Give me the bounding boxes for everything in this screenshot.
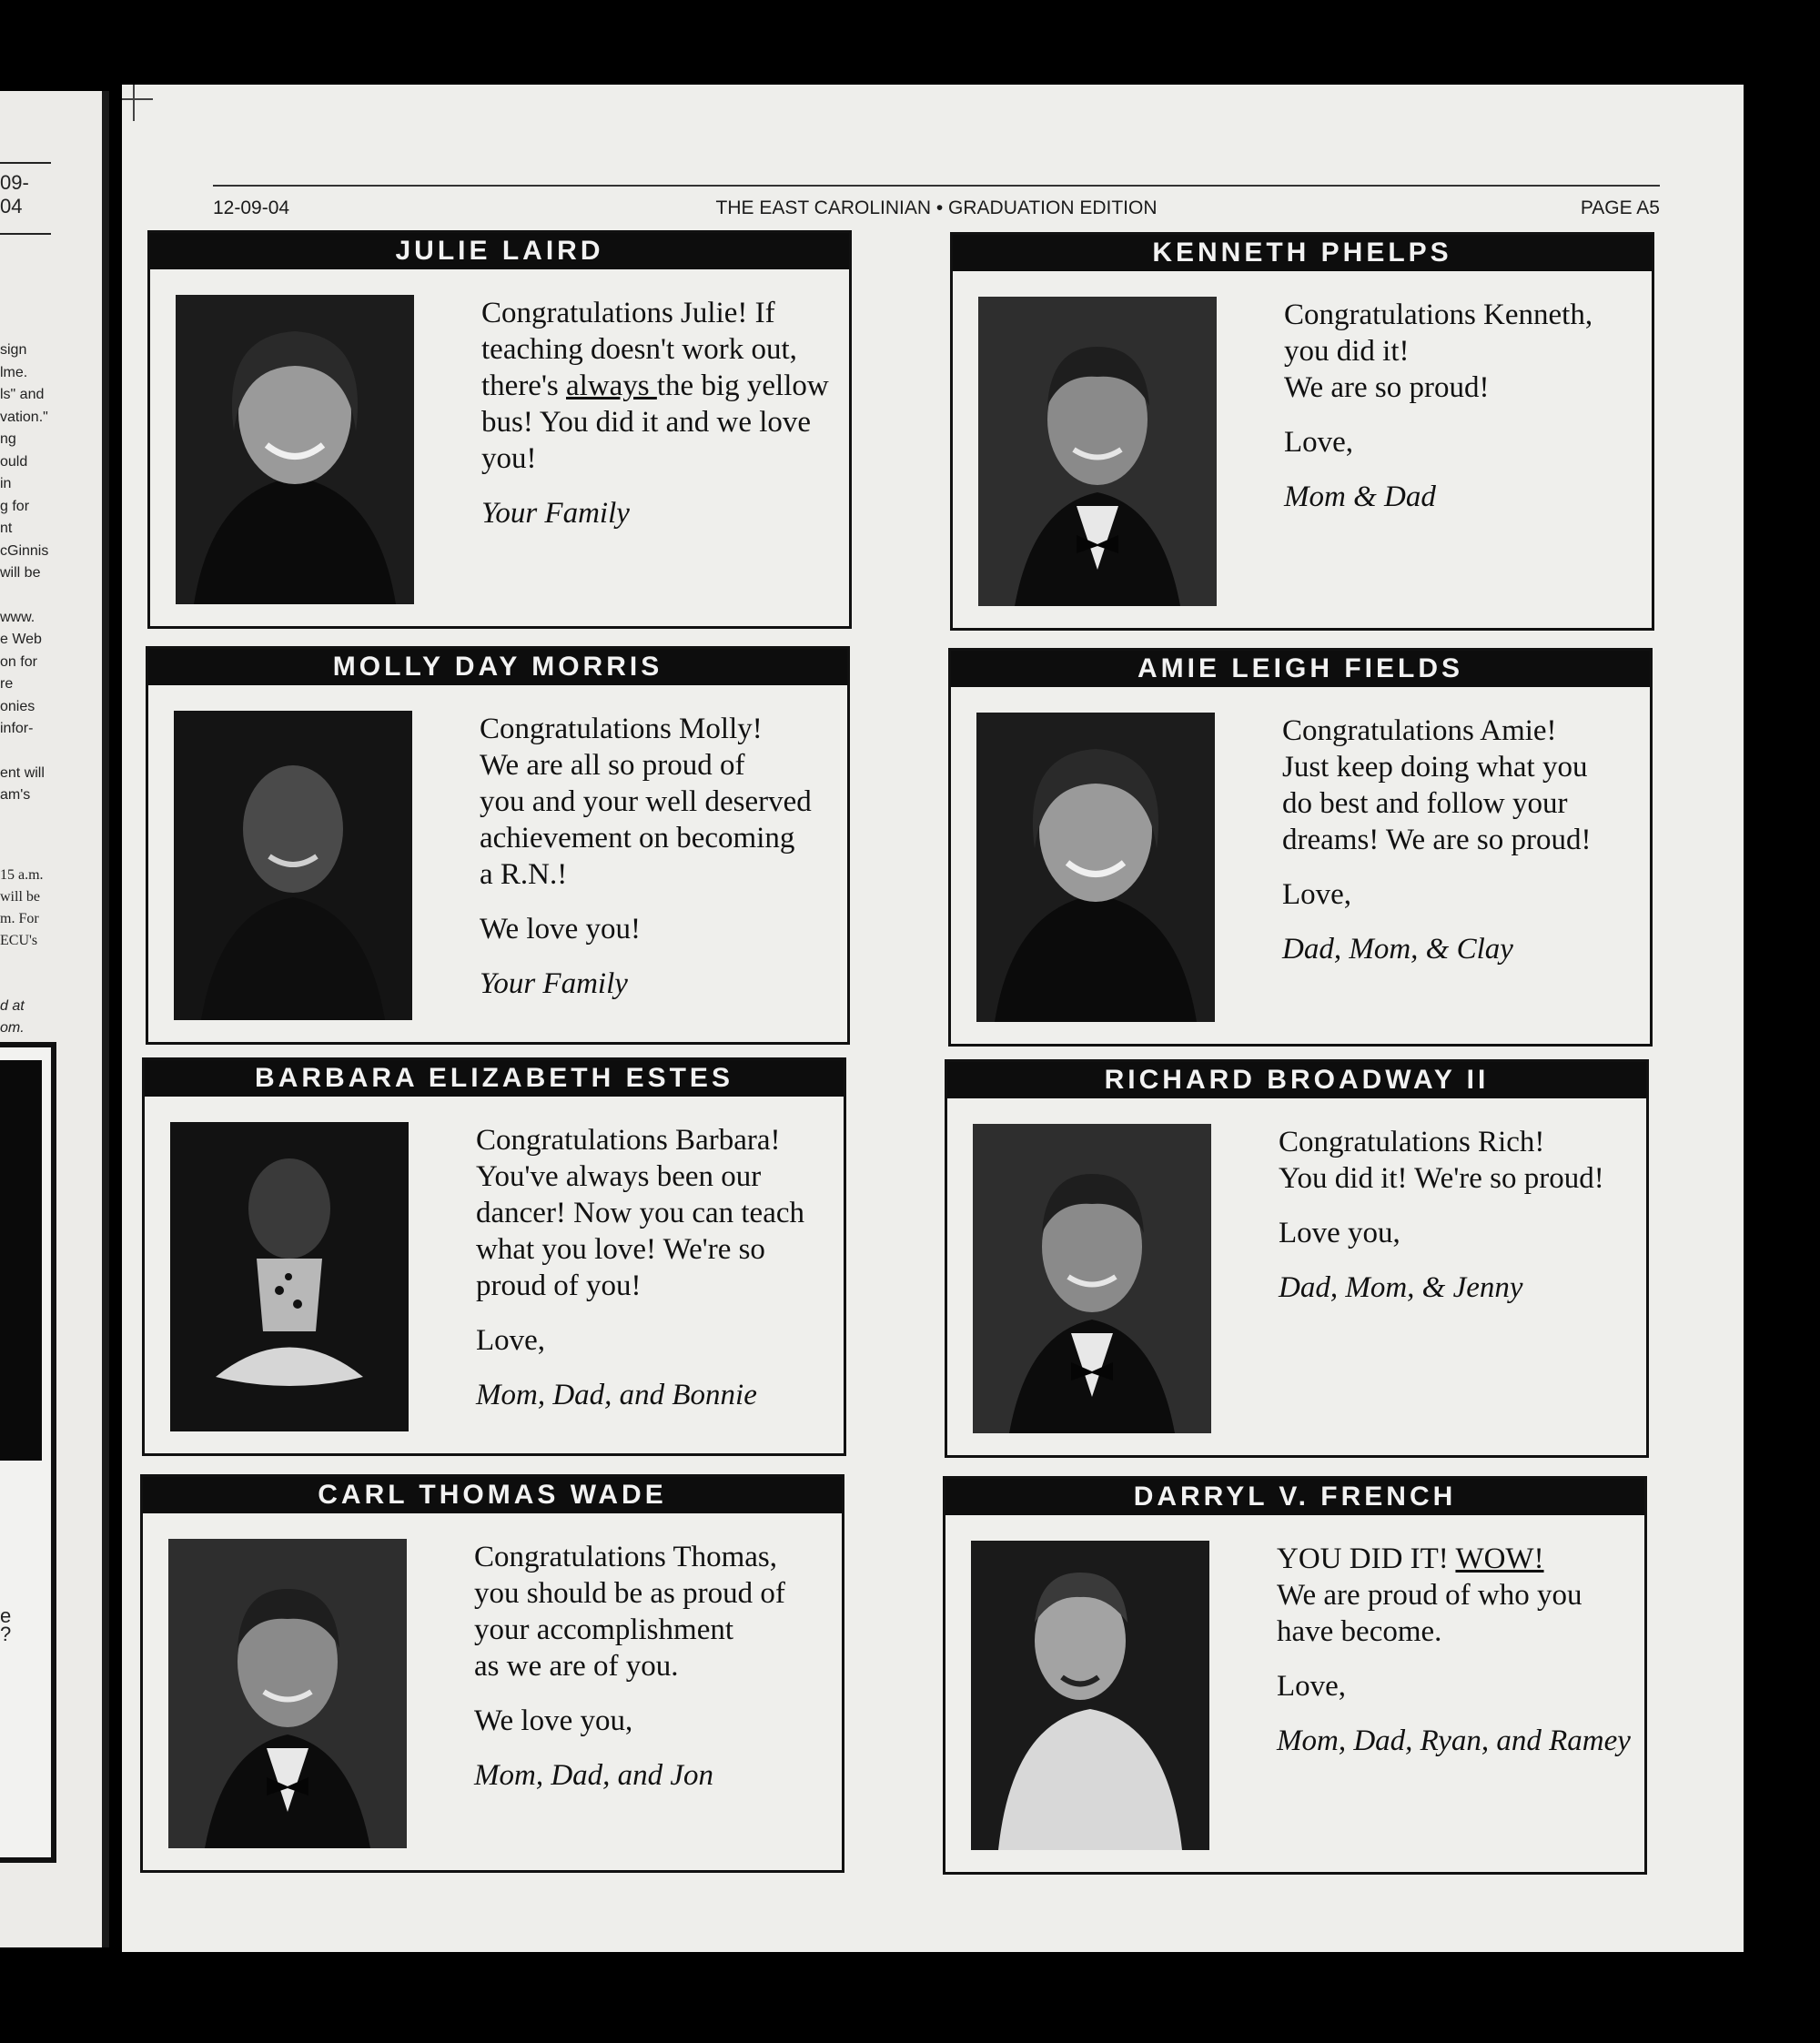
column-fragment-line: ould: [0, 453, 28, 470]
previous-page-column-text: [0, 339, 91, 807]
graduate-name: JULIE LAIRD: [150, 233, 849, 269]
message-line: Congratulations Barbara!: [476, 1124, 781, 1157]
previous-page-ad-box: [0, 1042, 56, 1863]
column-fragment-line: d at: [0, 998, 25, 1014]
column-fragment-line: m. For: [0, 911, 39, 926]
congratulations-message: [1277, 1541, 1641, 1759]
message-line: We are proud of who you: [1277, 1579, 1582, 1612]
congratulations-message: [481, 295, 845, 531]
message-line: you!: [481, 442, 537, 475]
graduate-photo: [971, 1541, 1209, 1850]
column-fragment-line: onies: [0, 698, 35, 714]
graduate-name: KENNETH PHELPS: [953, 235, 1652, 271]
congratulations-ad: [945, 1059, 1649, 1458]
congratulations-ad: [142, 1057, 846, 1456]
column-fragment-line: infor-: [0, 721, 34, 736]
column-fragment-line: re: [0, 676, 14, 692]
column-fragment-line: ls" and: [0, 387, 45, 402]
message-line: Congratulations Kenneth,: [1284, 298, 1593, 331]
message-line: proud of you!: [476, 1269, 642, 1302]
graduate-name: AMIE LEIGH FIELDS: [951, 651, 1650, 687]
message-line: teaching doesn't work out,: [481, 333, 797, 366]
message-line: YOU DID IT! WOW!: [1277, 1542, 1544, 1575]
column-fragment-line: ECU's: [0, 933, 38, 948]
header-page-number: PAGE A5: [1580, 197, 1660, 218]
previous-page-ad-image: [0, 1060, 42, 1461]
congratulations-message: [480, 711, 844, 1002]
message-line: your accomplishment: [474, 1613, 734, 1646]
graduate-name: MOLLY DAY MORRIS: [148, 649, 847, 685]
column-fragment-line: on for: [0, 653, 37, 670]
message-line: Congratulations Julie! If: [481, 297, 775, 329]
column-fragment-line: ent will: [0, 764, 45, 781]
column-fragment-line: am's: [0, 787, 31, 803]
congratulations-message: [1284, 297, 1648, 515]
previous-page-event-text: [0, 865, 91, 952]
congratulations-ad: [950, 232, 1654, 631]
column-fragment-line: g for: [0, 498, 30, 514]
ad-text-fragment: e: [0, 1604, 12, 1627]
column-fragment-line: om.: [0, 1020, 25, 1036]
graduate-photo: [978, 297, 1217, 606]
column-fragment-line: nt: [0, 521, 13, 536]
message-closing: Love,: [476, 1324, 546, 1357]
message-closing: Love,: [1277, 1670, 1347, 1703]
graduate-photo: [176, 295, 414, 604]
message-closing: Love you,: [1279, 1217, 1400, 1249]
message-line: You've always been our: [476, 1160, 762, 1193]
message-line: dreams! We are so proud!: [1282, 824, 1592, 856]
header-publication: THE EAST CAROLINIAN • GRADUATION EDITION: [715, 197, 1158, 218]
column-fragment-line: cGinnis: [0, 542, 49, 559]
column-fragment-line: 15 a.m.: [0, 867, 44, 883]
graduate-photo: [976, 713, 1215, 1022]
message-signature: Mom, Dad, and Jon: [474, 1759, 714, 1792]
congratulations-message: [474, 1539, 838, 1794]
congratulations-ad: [146, 646, 850, 1045]
message-line: do best and follow your: [1282, 787, 1568, 820]
column-fragment-line: [0, 741, 91, 763]
ad-text-fragment: ?: [0, 1623, 12, 1645]
previous-page-italic-text: [0, 996, 91, 1039]
congratulations-ad: [140, 1474, 844, 1873]
message-line: You did it! We're so proud!: [1279, 1162, 1604, 1195]
message-line: as we are of you.: [474, 1650, 679, 1683]
congratulations-message: [1282, 713, 1646, 967]
message-signature: Dad, Mom, & Clay: [1282, 933, 1513, 966]
graduate-photo: [170, 1122, 409, 1431]
congratulations-ad: [948, 648, 1653, 1047]
graduate-name: RICHARD BROADWAY II: [947, 1062, 1646, 1098]
message-line: a R.N.!: [480, 858, 568, 891]
column-fragment-line: ng: [0, 431, 16, 447]
message-signature: Mom, Dad, and Bonnie: [476, 1379, 757, 1411]
message-line: dancer! Now you can teach: [476, 1197, 804, 1229]
column-fragment-line: vation.": [0, 409, 48, 425]
column-fragment-line: [0, 585, 91, 607]
message-line: bus! You did it and we love: [481, 406, 812, 439]
message-line: you and your well deserved: [480, 785, 812, 818]
crop-mark: [133, 85, 135, 121]
message-line: have become.: [1277, 1615, 1442, 1648]
message-closing: Love,: [1284, 426, 1354, 459]
column-fragment-line: will be: [0, 565, 41, 581]
message-line: We are all so proud of: [480, 749, 745, 782]
column-fragment-line: sign: [0, 342, 27, 358]
header-date: 12-09-04: [213, 197, 290, 218]
column-fragment-line: in: [0, 476, 12, 491]
message-line: achievement on becoming: [480, 822, 795, 855]
message-line: Congratulations Molly!: [480, 713, 763, 745]
message-line: what you love! We're so: [476, 1233, 765, 1266]
congratulations-message: [1279, 1124, 1643, 1306]
message-line: Congratulations Amie!: [1282, 714, 1557, 747]
message-signature: Dad, Mom, & Jenny: [1279, 1271, 1523, 1304]
congratulations-message: [476, 1122, 840, 1413]
graduate-photo: [174, 711, 412, 1020]
message-closing: We love you,: [474, 1704, 633, 1737]
message-line: you did it!: [1284, 335, 1410, 368]
previous-page-ad-text: [0, 1604, 27, 1645]
graduate-photo: [168, 1539, 407, 1848]
graduate-name: CARL THOMAS WADE: [143, 1477, 842, 1513]
newspaper-page: [122, 85, 1744, 1952]
previous-page-date: 09-04: [0, 162, 51, 235]
message-signature: Your Family: [480, 967, 628, 1000]
congratulations-ad: [943, 1476, 1647, 1875]
message-closing: We love you!: [480, 913, 641, 946]
column-fragment-line: e Web: [0, 632, 42, 647]
congratulations-ad: [147, 230, 852, 629]
message-closing: Love,: [1282, 878, 1352, 911]
message-line: Congratulations Thomas,: [474, 1541, 778, 1573]
graduate-photo: [973, 1124, 1211, 1433]
page-header: [213, 185, 1660, 225]
graduate-name: DARRYL V. FRENCH: [945, 1479, 1644, 1515]
graduate-name: BARBARA ELIZABETH ESTES: [145, 1060, 844, 1097]
column-fragment-line: lme.: [0, 364, 28, 380]
message-signature: Mom, Dad, Ryan, and Ramey: [1277, 1724, 1631, 1757]
message-line: Congratulations Rich!: [1279, 1126, 1545, 1158]
message-line: you should be as proud of: [474, 1577, 785, 1610]
message-line: Just keep doing what you: [1282, 751, 1588, 784]
message-signature: Mom & Dad: [1284, 480, 1436, 513]
crop-mark: [122, 98, 153, 100]
column-fragment-line: will be: [0, 889, 40, 905]
message-line: there's always the big yellow: [481, 369, 829, 402]
previous-page-edge: [0, 91, 109, 1947]
message-signature: Your Family: [481, 497, 630, 530]
column-fragment-line: www.: [0, 609, 35, 625]
message-line: We are so proud!: [1284, 371, 1490, 404]
